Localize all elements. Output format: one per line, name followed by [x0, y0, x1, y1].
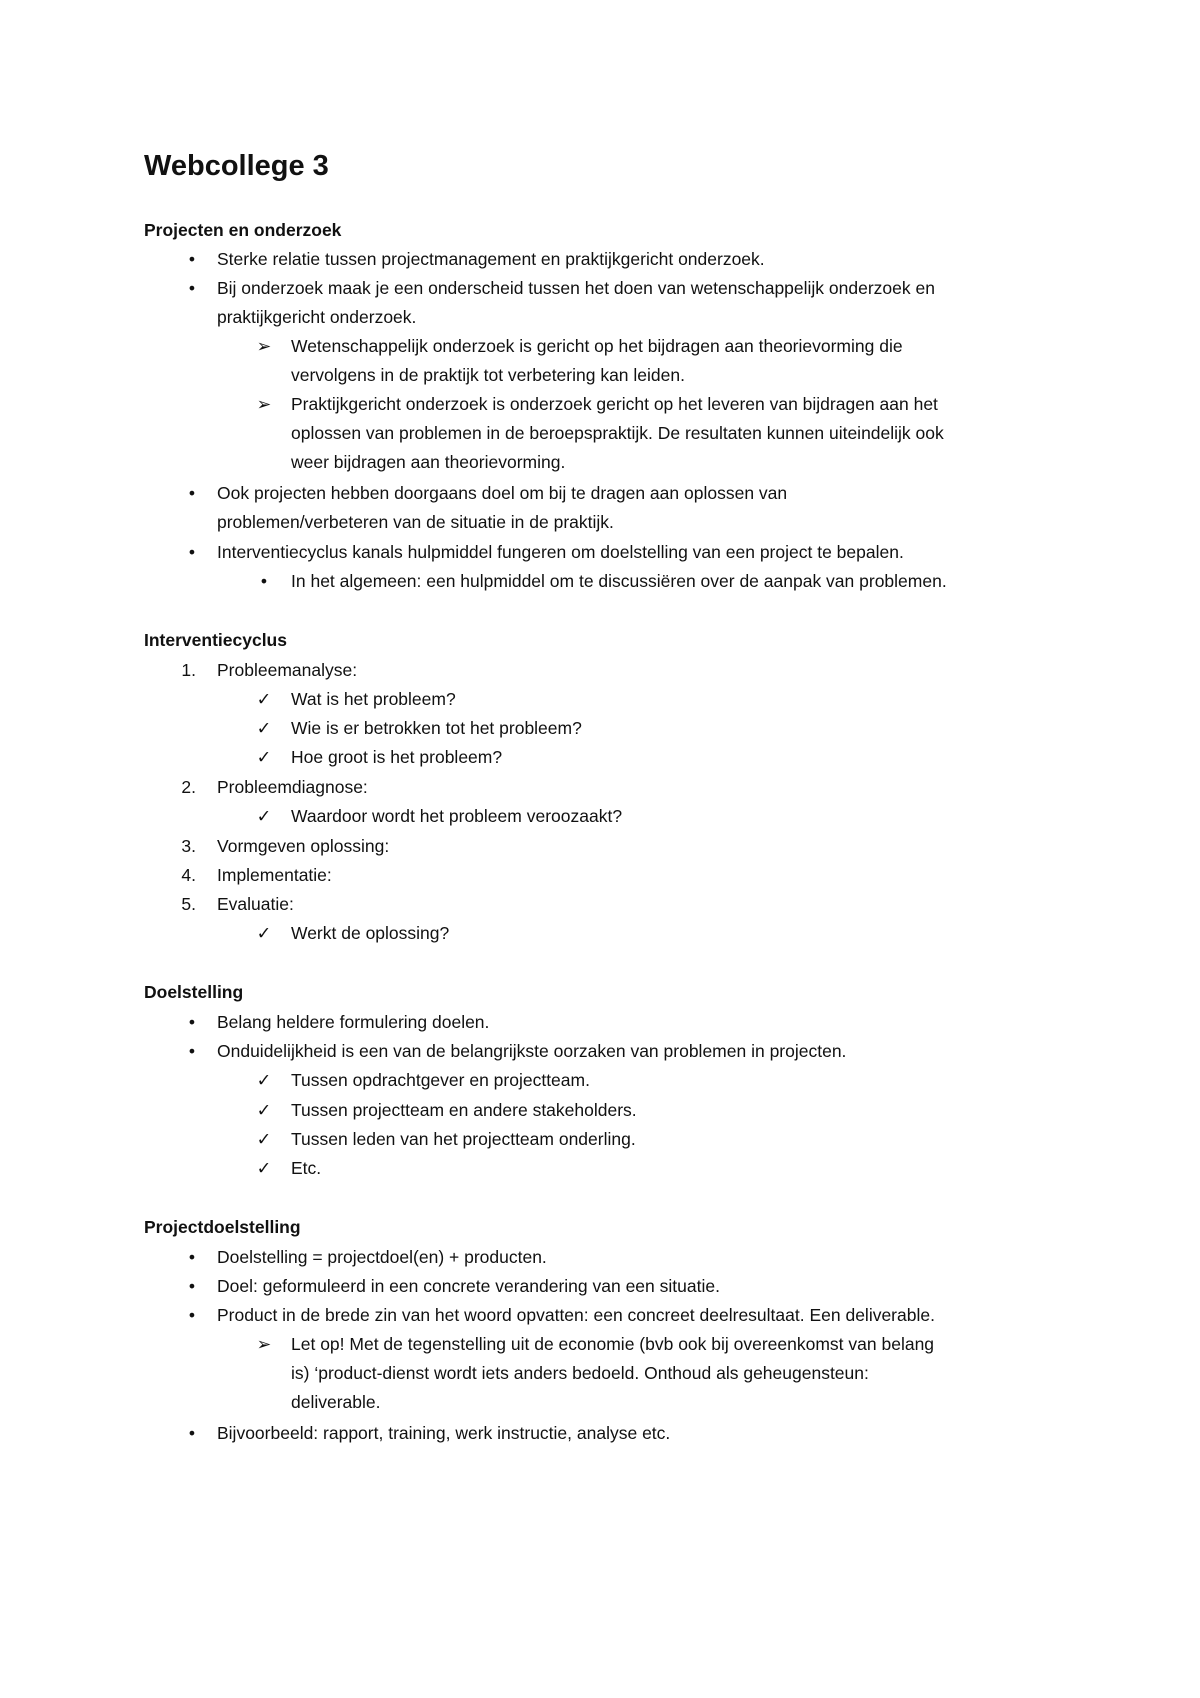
list-number: 3. [181, 836, 196, 856]
list-number: 2. [181, 777, 196, 797]
sub-list-item-continuation: deliverable. [291, 1392, 381, 1412]
list-item: Bij onderzoek maak je een onderscheid tussen het doen van wetenschappelijk onderzoek en [217, 278, 935, 298]
check-item: Werkt de oplossing? [291, 923, 450, 943]
sub-list-item: Wetenschappelijk onderzoek is gericht op het bijdragen aan theorievorming die [291, 336, 903, 356]
checkmark-icon: ✓ [256, 1100, 272, 1120]
bullet-icon: • [260, 571, 268, 591]
check-item: Wat is het probleem? [291, 689, 456, 709]
sub-list-item-continuation: vervolgens in de praktijk tot verbetering kan leiden. [291, 365, 685, 385]
bullet-icon: • [188, 249, 196, 269]
check-item: Tussen leden van het projectteam onderling. [291, 1129, 636, 1149]
check-item: Etc. [291, 1158, 322, 1178]
list-item-continuation: praktijkgericht onderzoek. [217, 307, 417, 327]
list-item: Doelstelling = projectdoel(en) + producten. [217, 1247, 547, 1267]
list-item: Belang heldere formulering doelen. [217, 1012, 490, 1032]
checkmark-icon: ✓ [256, 689, 272, 709]
check-item: Waardoor wordt het probleem veroozaakt? [291, 806, 623, 826]
list-number: 1. [181, 660, 196, 680]
bullet-icon: • [188, 1423, 196, 1443]
list-item: Bijvoorbeeld: rapport, training, werk instructie, analyse etc. [217, 1423, 671, 1443]
check-item: Tussen opdrachtgever en projectteam. [291, 1070, 590, 1090]
list-item: Sterke relatie tussen projectmanagement en praktijkgericht onderzoek. [217, 249, 765, 269]
list-number: 4. [181, 865, 196, 885]
bullet-icon: • [188, 1305, 196, 1325]
bullet-icon: • [188, 1247, 196, 1267]
bullet-icon: • [188, 1276, 196, 1296]
section-heading-doelstelling: Doelstelling [144, 982, 244, 1002]
checkmark-icon: ✓ [256, 718, 272, 738]
numbered-item: Probleemanalyse: [217, 660, 358, 680]
arrow-bullet-icon: ➢ [256, 336, 272, 356]
bullet-icon: • [188, 483, 196, 503]
checkmark-icon: ✓ [256, 1129, 272, 1149]
sub-list-item-continuation: weer bijdragen aan theorievorming. [291, 452, 566, 472]
sub-list-item: Praktijkgericht onderzoek is onderzoek gericht op het leveren van bijdragen aan het [291, 394, 938, 414]
arrow-bullet-icon: ➢ [256, 394, 272, 414]
numbered-item: Vormgeven oplossing: [217, 836, 390, 856]
section-heading-interventiecyclus: Interventiecyclus [144, 630, 287, 650]
checkmark-icon: ✓ [256, 806, 272, 826]
checkmark-icon: ✓ [256, 747, 272, 767]
numbered-item: Evaluatie: [217, 894, 294, 914]
sub-list-item: In het algemeen: een hulpmiddel om te discussiëren over de aanpak van problemen. [291, 571, 947, 591]
check-item: Wie is er betrokken tot het probleem? [291, 718, 582, 738]
list-item: Interventiecyclus kanals hulpmiddel fungeren om doelstelling van een project te bepalen. [217, 542, 904, 562]
bullet-icon: • [188, 1041, 196, 1061]
numbered-item: Probleemdiagnose: [217, 777, 368, 797]
checkmark-icon: ✓ [256, 1070, 272, 1090]
check-item: Tussen projectteam en andere stakeholders. [291, 1100, 637, 1120]
list-number: 5. [181, 894, 196, 914]
sub-list-item-continuation: is) ‘product-dienst wordt iets anders bedoeld. Onthoud als geheugensteun: [291, 1363, 869, 1383]
checkmark-icon: ✓ [256, 923, 272, 943]
list-item: Onduidelijkheid is een van de belangrijkste oorzaken van problemen in projecten. [217, 1041, 847, 1061]
numbered-item: Implementatie: [217, 865, 332, 885]
list-item: Ook projecten hebben doorgaans doel om bij te dragen aan oplossen van [217, 483, 788, 503]
sub-list-item-continuation: oplossen van problemen in de beroepspraktijk. De resultaten kunnen uiteindelijk ook [291, 423, 944, 443]
sub-list-item: Let op! Met de tegenstelling uit de economie (bvb ook bij overeenkomst van belang [291, 1334, 935, 1354]
checkmark-icon: ✓ [256, 1158, 272, 1178]
bullet-icon: • [188, 278, 196, 298]
page-title: Webcollege 3 [144, 150, 329, 182]
list-item: Product in de brede zin van het woord opvatten: een concreet deelresultaat. Een deliverable. [217, 1305, 935, 1325]
section-heading-projectdoelstelling: Projectdoelstelling [144, 1217, 301, 1237]
arrow-bullet-icon: ➢ [256, 1334, 272, 1354]
list-item-continuation: problemen/verbeteren van de situatie in de praktijk. [217, 512, 614, 532]
bullet-icon: • [188, 1012, 196, 1032]
list-item: Doel: geformuleerd in een concrete verandering van een situatie. [217, 1276, 720, 1296]
check-item: Hoe groot is het probleem? [291, 747, 503, 767]
bullet-icon: • [188, 542, 196, 562]
section-heading-projecten: Projecten en onderzoek [144, 220, 342, 240]
